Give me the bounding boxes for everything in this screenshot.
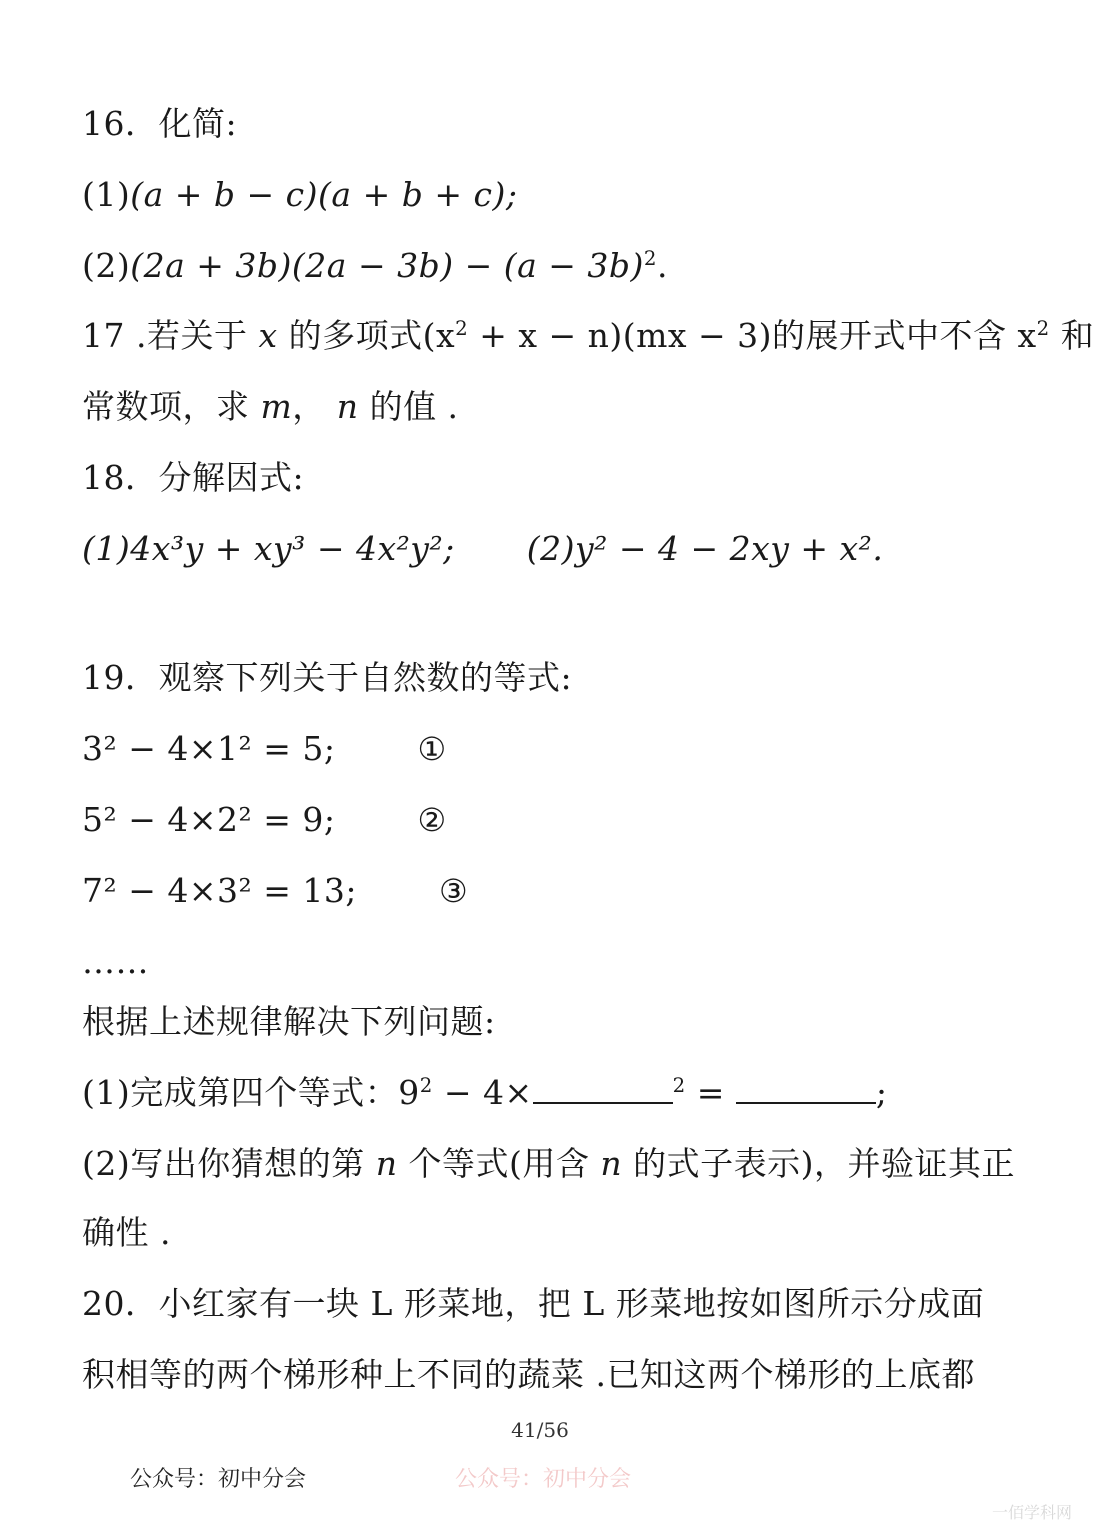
q20-line2: 积相等的两个梯形种上不同的蔬菜 .已知这两个梯形的上底都 [82,1355,975,1394]
q19-equation-1: 3² − 4×1² = 5; ① [82,727,447,771]
q19-equation-3: 7² − 4×3² = 13; ③ [82,869,468,913]
q19-ellipsis: …… [82,942,149,981]
q19-title: 19．观察下列关于自然数的等式: [82,658,573,697]
q18-title: 18．分解因式: [82,458,305,497]
q18-part1: (1)4x³y + xy³ − 4x²y²; [82,529,455,568]
answer-blank-1[interactable] [533,1072,673,1104]
footer-account: 公众号：初中分会 [130,1467,307,1492]
q19-subquestion-2: (2)写出你猜想的第 n 个等式(用含 n 的式子表示)，并验证其正 [82,1144,1016,1183]
q19-instruction: 根据上述规律解决下列问题: [82,1002,496,1041]
circled-number-2: ② [417,801,447,839]
q16-part1: (1)(a + b − c)(a + b + c); [82,175,518,214]
q19-subquestion-1: (1)完成第四个等式：$9^2 - 4\times ^2$ = ; [82,1073,888,1112]
footer-watermark: 公众号：初中分会 [455,1467,632,1492]
q20-line1: 20．小红家有一块 L 形菜地，把 L 形菜地按如图所示分成面 [82,1284,985,1323]
circled-number-3: ③ [438,872,469,910]
q18-parts [82,527,883,571]
q17-line2: 常数项，求 m， n 的值 . [82,387,459,426]
q17-line1: 17 .若关于 x 的多项式$(x^2 + x - n)(mx - 3)$的展开式中不含 $x^2$ 和 [82,316,1094,355]
q18-part2: (2)y² − 4 − 2xy + x². [526,529,884,568]
q19-equation-2: 5² − 4×2² = 9; ② [82,798,447,842]
q16-part2: $(2)(2a + 3b)(2a - 3b) - (a - 3b)^2$. [82,246,668,285]
circled-number-1: ① [417,730,447,768]
corner-watermark: 一佰学科网 [991,1503,1072,1522]
q19-subquestion-2-cont: 确性 . [82,1213,171,1252]
page-number: 41/56 [511,1418,569,1442]
answer-blank-2[interactable] [736,1072,876,1104]
q16-title: 16．化简: [82,104,238,143]
